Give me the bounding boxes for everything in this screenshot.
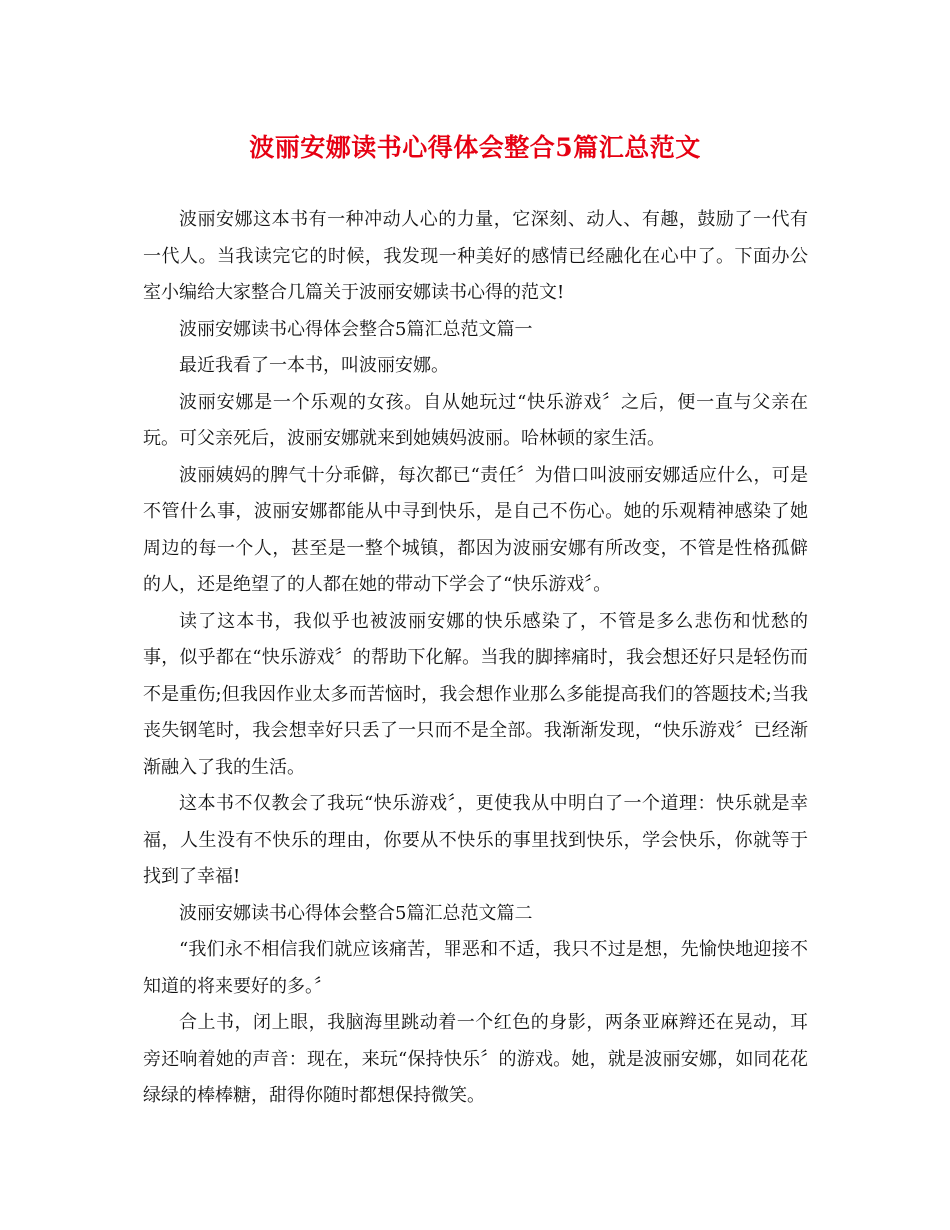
document-title: 波丽安娜读书心得体会整合5篇汇总范文	[249, 133, 701, 162]
intro-paragraph: 波丽安娜这本书有一种冲动人心的力量，它深刻、动人、有趣，鼓励了一代有一代人。当我读完它的时候，我发现一种美好的感情已经融化在心中了。下面办公室小编给大家整合几篇关于波丽安娜读书心得的范文!	[143, 209, 808, 303]
section-heading-two: 波丽安娜读书心得体会整合5篇汇总范文篇二	[179, 902, 533, 924]
body-paragraph: 这本书不仅教会了我玩“快乐游戏〞，更使我从中明白了一个道理：快乐就是幸福，人生没有不快乐的理由，你要从不快乐的事里找到快乐，学会快乐，你就等于找到了幸福!	[143, 793, 808, 887]
body-paragraph: 波丽安娜是一个乐观的女孩。自从她玩过“快乐游戏〞之后，便一直与父亲在玩。可父亲死后，波丽安娜就来到她姨妈波丽。哈林顿的家生活。	[143, 391, 808, 449]
quote-paragraph: “我们永不相信我们就应该痛苦，罪恶和不适，我只不过是想，先愉快地迎接不知道的将来要好的多。〞	[143, 939, 808, 997]
body-paragraph: 合上书，闭上眼，我脑海里跳动着一个红色的身影，两条亚麻辫还在晃动，耳旁还响着她的声音：现在，来玩“保持快乐〞的游戏。她，就是波丽安娜，如同花花绿绿的棒棒糖，甜得你随时都想保持微笑。	[143, 1012, 808, 1106]
section-heading-one: 波丽安娜读书心得体会整合5篇汇总范文篇一	[179, 318, 533, 340]
body-paragraph: 最近我看了一本书，叫波丽安娜。	[179, 355, 449, 376]
body-paragraph: 读了这本书，我似乎也被波丽安娜的快乐感染了，不管是多么悲伤和忧愁的事，似乎都在“快乐游戏〞的帮助下化解。当我的脚摔痛时，我会想还好只是轻伤而不是重伤;但我因作业太多而苦恼时，我会想作业那么多能提高我们的答题技术;当我丧失钢笔时，我会想幸好只丢了一只而不是全部。我渐渐发现，“快乐游戏〞已经渐渐融入了我的生活。	[143, 610, 808, 778]
body-paragraph: 波丽姨妈的脾气十分乖僻，每次都已“责任〞为借口叫波丽安娜适应什么，可是不管什么事，波丽安娜都能从中寻到快乐，是自己不伤心。她的乐观精神感染了她周边的每一个人，甚至是一整个城镇，都因为波丽安娜有所改变，不管是性格孤僻的人，还是绝望了的人都在她的带动下学会了“快乐游戏〞。	[143, 464, 808, 595]
document-body	[143, 202, 808, 1115]
